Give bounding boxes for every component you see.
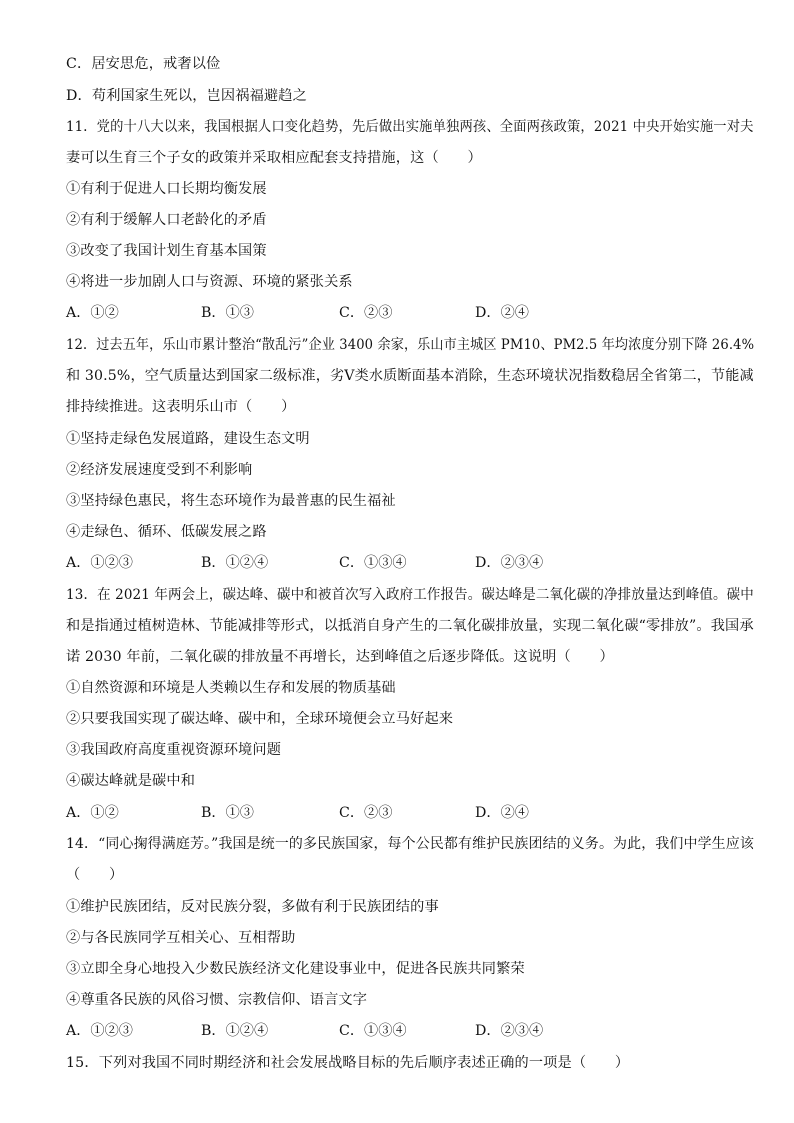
q10-option-c: C．居安思危，戒奢以俭 (66, 56, 221, 72)
q14-stem-line-2: （ ） (66, 867, 124, 883)
q14-stem-line-1: 14．“同心掬得满庭芳。”我国是统一的多民族国家，每个公民都有维护民族团结的义务。为此，我们中学生应该 (66, 836, 754, 852)
q14-item-2: ②与各民族同学互相关心、互相帮助 (66, 930, 296, 946)
q14-choice-a: A．①②③ (66, 1023, 133, 1039)
q11-stem-line-1: 11．党的十八大以来，我国根据人口变化趋势，先后做出实施单独两孩、全面两孩政策，2021 中央开始实施一对夫 (66, 119, 754, 135)
q14-item-3: ③立即全身心地投入少数民族经济文化建设事业中，促进各民族共同繁荣 (66, 961, 525, 977)
q13-item-1: ①自然资源和环境是人类赖以生存和发展的物质基础 (66, 680, 396, 696)
q12-item-2: ②经济发展速度受到不利影响 (66, 462, 253, 478)
q11-item-4: ④将进一步加剧人口与资源、环境的紧张关系 (66, 274, 353, 290)
q14-choice-b: B．①②④ (201, 1023, 269, 1039)
q11-choice-c: C．②③ (339, 305, 393, 321)
q13-item-3: ③我国政府高度重视资源环境问题 (66, 742, 282, 758)
q12-stem-line-2: 和 30.5%，空气质量达到国家二级标准，劣Ⅴ类水质断面基本消除，生态环境状况指数稳居全省第二，节能减 (66, 368, 754, 384)
q13-choice-b: B．①③ (201, 805, 254, 821)
q13-item-2: ②只要我国实现了碳达峰、碳中和，全球环境便会立马好起来 (66, 711, 454, 727)
q13-choice-d: D．②④ (475, 805, 529, 821)
q12-choice-c: C．①③④ (339, 555, 407, 571)
q13-choice-c: C．②③ (339, 805, 393, 821)
q11-choice-b: B．①③ (201, 305, 254, 321)
q11-choice-a: A．①② (66, 305, 119, 321)
q12-item-4: ④走绿色、循环、低碳发展之路 (66, 524, 267, 540)
q11-item-2: ②有利于缓解人口老龄化的矛盾 (66, 212, 267, 228)
q11-item-1: ①有利于促进人口长期均衡发展 (66, 181, 267, 197)
q11-stem-line-2: 妻可以生育三个子女的政策并采取相应配套支持措施，这（ ） (66, 150, 482, 166)
q14-choice-d: D．②③④ (475, 1023, 544, 1039)
q11-item-3: ③改变了我国计划生育基本国策 (66, 243, 267, 259)
q13-item-4: ④碳达峰就是碳中和 (66, 773, 196, 789)
q12-choice-b: B．①②④ (201, 555, 269, 571)
q13-stem-line-1: 13．在 2021 年两会上，碳达峰、碳中和被首次写入政府工作报告。碳达峰是二氧化碳的净排放量达到峰值。碳中 (66, 587, 754, 603)
q10-option-d: D．苟利国家生死以，岂因祸福避趋之 (66, 88, 307, 104)
q12-stem-line-3: 排持续推进。这表明乐山市（ ） (66, 399, 296, 415)
q12-item-1: ①坚持走绿色发展道路，建设生态文明 (66, 431, 310, 447)
q12-item-3: ③坚持绿色惠民，将生态环境作为最普惠的民生福祉 (66, 493, 396, 509)
q12-stem-line-1: 12．过去五年，乐山市累计整治“散乱污”企业 3400 余家，乐山市主城区 PM10、PM2.5 年均浓度分别下降 26.4% (66, 337, 755, 353)
q11-choice-d: D．②④ (475, 305, 529, 321)
q13-stem-line-2: 和是指通过植树造林、节能减排等形式，以抵消自身产生的二氧化碳排放量，实现二氧化碳“零排放”。我国承 (66, 618, 754, 634)
q13-choice-a: A．①② (66, 805, 119, 821)
q12-choice-a: A．①②③ (66, 555, 133, 571)
q14-item-1: ①维护民族团结，反对民族分裂，多做有利于民族团结的事 (66, 899, 439, 915)
q12-choice-d: D．②③④ (475, 555, 544, 571)
q14-item-4: ④尊重各民族的风俗习惯、宗教信仰、语言文字 (66, 992, 368, 1008)
q15-stem-line-1: 15．下列对我国不同时期经济和社会发展战略目标的先后顺序表述正确的一项是（ ） (66, 1055, 630, 1071)
q14-choice-c: C．①③④ (339, 1023, 407, 1039)
q13-stem-line-3: 诺 2030 年前，二氧化碳的排放量不再增长，达到峰值之后逐步降低。这说明（ ） (66, 649, 614, 665)
